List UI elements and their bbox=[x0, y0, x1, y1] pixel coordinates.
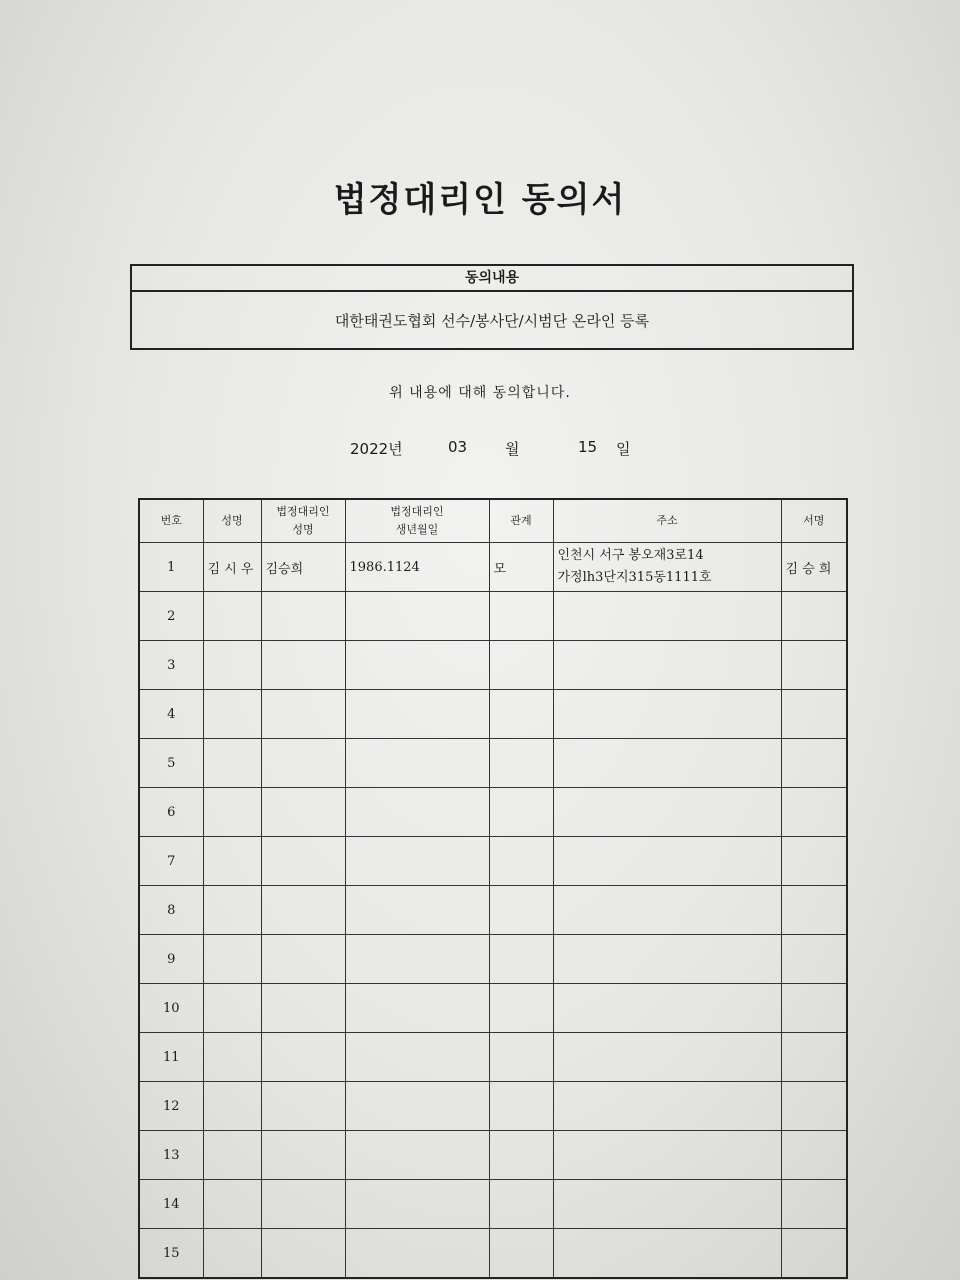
row-address bbox=[553, 739, 781, 788]
row-address bbox=[553, 592, 781, 641]
row-signature bbox=[781, 837, 847, 886]
row-name bbox=[203, 837, 261, 886]
row-signature bbox=[781, 592, 847, 641]
row-guardian-name bbox=[261, 690, 345, 739]
table-row bbox=[139, 641, 847, 690]
row-name bbox=[203, 788, 261, 837]
table-row bbox=[139, 543, 847, 592]
row-name bbox=[203, 592, 261, 641]
row-relation bbox=[489, 984, 553, 1033]
signature-table bbox=[138, 498, 848, 1279]
row-guardian-birth bbox=[345, 984, 489, 1033]
row-guardian-birth bbox=[345, 788, 489, 837]
consent-content: 대한태권도협회 선수/봉사단/시범단 온라인 등록 bbox=[334, 312, 650, 330]
row-name bbox=[203, 1033, 261, 1082]
header-signature: 서명 bbox=[781, 499, 847, 543]
row-guardian-name bbox=[261, 935, 345, 984]
row-address-line1: 인천시 서구 봉오재3로14 bbox=[557, 548, 704, 563]
row-relation bbox=[489, 788, 553, 837]
date-month-unit: 월 bbox=[505, 440, 520, 458]
header-no: 번호 bbox=[139, 499, 203, 543]
row-signature bbox=[781, 690, 847, 739]
row-relation bbox=[489, 837, 553, 886]
row-number: 1 bbox=[139, 543, 203, 592]
row-guardian-name bbox=[261, 1131, 345, 1180]
table-row bbox=[139, 1180, 847, 1229]
row-relation bbox=[489, 935, 553, 984]
row-relation bbox=[489, 592, 553, 641]
table-row bbox=[139, 1131, 847, 1180]
date-day-unit: 일 bbox=[616, 440, 631, 458]
row-guardian-birth bbox=[345, 739, 489, 788]
table-row bbox=[139, 1082, 847, 1131]
page-title: 법정대리인 동의서 bbox=[333, 180, 627, 220]
row-number: 6 bbox=[139, 788, 203, 837]
row-address bbox=[553, 1131, 781, 1180]
row-number: 11 bbox=[139, 1033, 203, 1082]
row-relation bbox=[489, 1131, 553, 1180]
row-number: 9 bbox=[139, 935, 203, 984]
table-row bbox=[139, 886, 847, 935]
row-guardian-name bbox=[261, 788, 345, 837]
header-guardian-birth-line1: 법정대리인 bbox=[390, 505, 444, 518]
row-guardian-name bbox=[261, 1033, 345, 1082]
table-row bbox=[139, 1033, 847, 1082]
header-guardian-birth bbox=[345, 499, 489, 543]
row-number: 7 bbox=[139, 837, 203, 886]
row-address bbox=[553, 1229, 781, 1279]
row-name bbox=[203, 1180, 261, 1229]
row-address bbox=[553, 935, 781, 984]
row-guardian-birth bbox=[345, 935, 489, 984]
header-guardian-birth-line2: 생년월일 bbox=[395, 523, 439, 536]
row-guardian-birth bbox=[345, 641, 489, 690]
row-guardian-name bbox=[261, 1229, 345, 1279]
row-address bbox=[553, 1033, 781, 1082]
row-guardian-name bbox=[261, 837, 345, 886]
row-relation bbox=[489, 886, 553, 935]
row-name bbox=[203, 1082, 261, 1131]
row-relation bbox=[489, 690, 553, 739]
row-relation bbox=[489, 1229, 553, 1279]
table-row bbox=[139, 984, 847, 1033]
row-number: 5 bbox=[139, 739, 203, 788]
row-guardian-birth bbox=[345, 1131, 489, 1180]
table-row bbox=[139, 592, 847, 641]
date-year: 2022년 bbox=[350, 440, 403, 458]
row-address bbox=[553, 1082, 781, 1131]
row-guardian-name bbox=[261, 1180, 345, 1229]
row-guardian-birth bbox=[345, 837, 489, 886]
row-address-line2: 가정lh3단지315동1111호 bbox=[557, 570, 712, 585]
row-relation bbox=[489, 1033, 553, 1082]
row-guardian-birth bbox=[345, 1033, 489, 1082]
row-signature bbox=[781, 984, 847, 1033]
table-row bbox=[139, 935, 847, 984]
row-number: 8 bbox=[139, 886, 203, 935]
row-relation bbox=[489, 641, 553, 690]
row-signature bbox=[781, 886, 847, 935]
row-name bbox=[203, 690, 261, 739]
header-guardian-name-line1: 법정대리인 bbox=[276, 505, 330, 518]
consent-box bbox=[130, 264, 854, 350]
row-guardian-birth bbox=[345, 886, 489, 935]
table-row bbox=[139, 739, 847, 788]
row-guardian-name bbox=[261, 739, 345, 788]
row-number: 13 bbox=[139, 1131, 203, 1180]
table-row bbox=[139, 837, 847, 886]
row-address bbox=[553, 1180, 781, 1229]
row-guardian-birth bbox=[345, 1180, 489, 1229]
row-name bbox=[203, 886, 261, 935]
table-row bbox=[139, 690, 847, 739]
row-address bbox=[553, 886, 781, 935]
row-number: 4 bbox=[139, 690, 203, 739]
row-name bbox=[203, 935, 261, 984]
row-number: 10 bbox=[139, 984, 203, 1033]
row-guardian-birth: 1986.1124 bbox=[345, 543, 489, 592]
row-address bbox=[553, 837, 781, 886]
header-name: 성명 bbox=[203, 499, 261, 543]
header-address: 주소 bbox=[553, 499, 781, 543]
row-relation: 모 bbox=[489, 543, 553, 592]
row-address bbox=[553, 788, 781, 837]
row-address bbox=[553, 543, 781, 592]
header-guardian-name bbox=[261, 499, 345, 543]
row-signature bbox=[781, 1180, 847, 1229]
date-month: 03 bbox=[448, 438, 468, 456]
row-signature bbox=[781, 1033, 847, 1082]
row-number: 12 bbox=[139, 1082, 203, 1131]
row-guardian-name bbox=[261, 984, 345, 1033]
row-relation bbox=[489, 1180, 553, 1229]
table-row bbox=[139, 788, 847, 837]
row-guardian-name bbox=[261, 886, 345, 935]
consent-header: 동의내용 bbox=[132, 266, 852, 292]
row-relation bbox=[489, 739, 553, 788]
row-guardian-birth bbox=[345, 690, 489, 739]
row-relation bbox=[489, 1082, 553, 1131]
row-guardian-name bbox=[261, 592, 345, 641]
agreement-text: 위 내용에 대해 동의합니다. bbox=[389, 385, 571, 401]
table-header-row bbox=[139, 499, 847, 543]
row-name bbox=[203, 1229, 261, 1279]
row-number: 3 bbox=[139, 641, 203, 690]
row-signature bbox=[781, 935, 847, 984]
date-day: 15 bbox=[578, 438, 598, 456]
row-guardian-birth bbox=[345, 1082, 489, 1131]
row-name bbox=[203, 739, 261, 788]
header-relation: 관계 bbox=[489, 499, 553, 543]
row-guardian-name bbox=[261, 1082, 345, 1131]
row-name: 김 시 우 bbox=[203, 543, 261, 592]
row-signature bbox=[781, 1082, 847, 1131]
row-number: 15 bbox=[139, 1229, 203, 1279]
row-signature bbox=[781, 788, 847, 837]
row-guardian-name bbox=[261, 641, 345, 690]
row-address bbox=[553, 690, 781, 739]
row-address bbox=[553, 641, 781, 690]
row-signature bbox=[781, 739, 847, 788]
row-guardian-name: 김승희 bbox=[261, 543, 345, 592]
row-signature bbox=[781, 1131, 847, 1180]
row-guardian-birth bbox=[345, 592, 489, 641]
table-row bbox=[139, 1229, 847, 1279]
row-signature: 김 승 희 bbox=[781, 543, 847, 592]
row-signature bbox=[781, 1229, 847, 1279]
row-name bbox=[203, 1131, 261, 1180]
header-guardian-name-line2: 성명 bbox=[292, 523, 314, 536]
row-number: 2 bbox=[139, 592, 203, 641]
row-address bbox=[553, 984, 781, 1033]
row-name bbox=[203, 641, 261, 690]
row-signature bbox=[781, 641, 847, 690]
row-name bbox=[203, 984, 261, 1033]
row-guardian-birth bbox=[345, 1229, 489, 1279]
row-number: 14 bbox=[139, 1180, 203, 1229]
